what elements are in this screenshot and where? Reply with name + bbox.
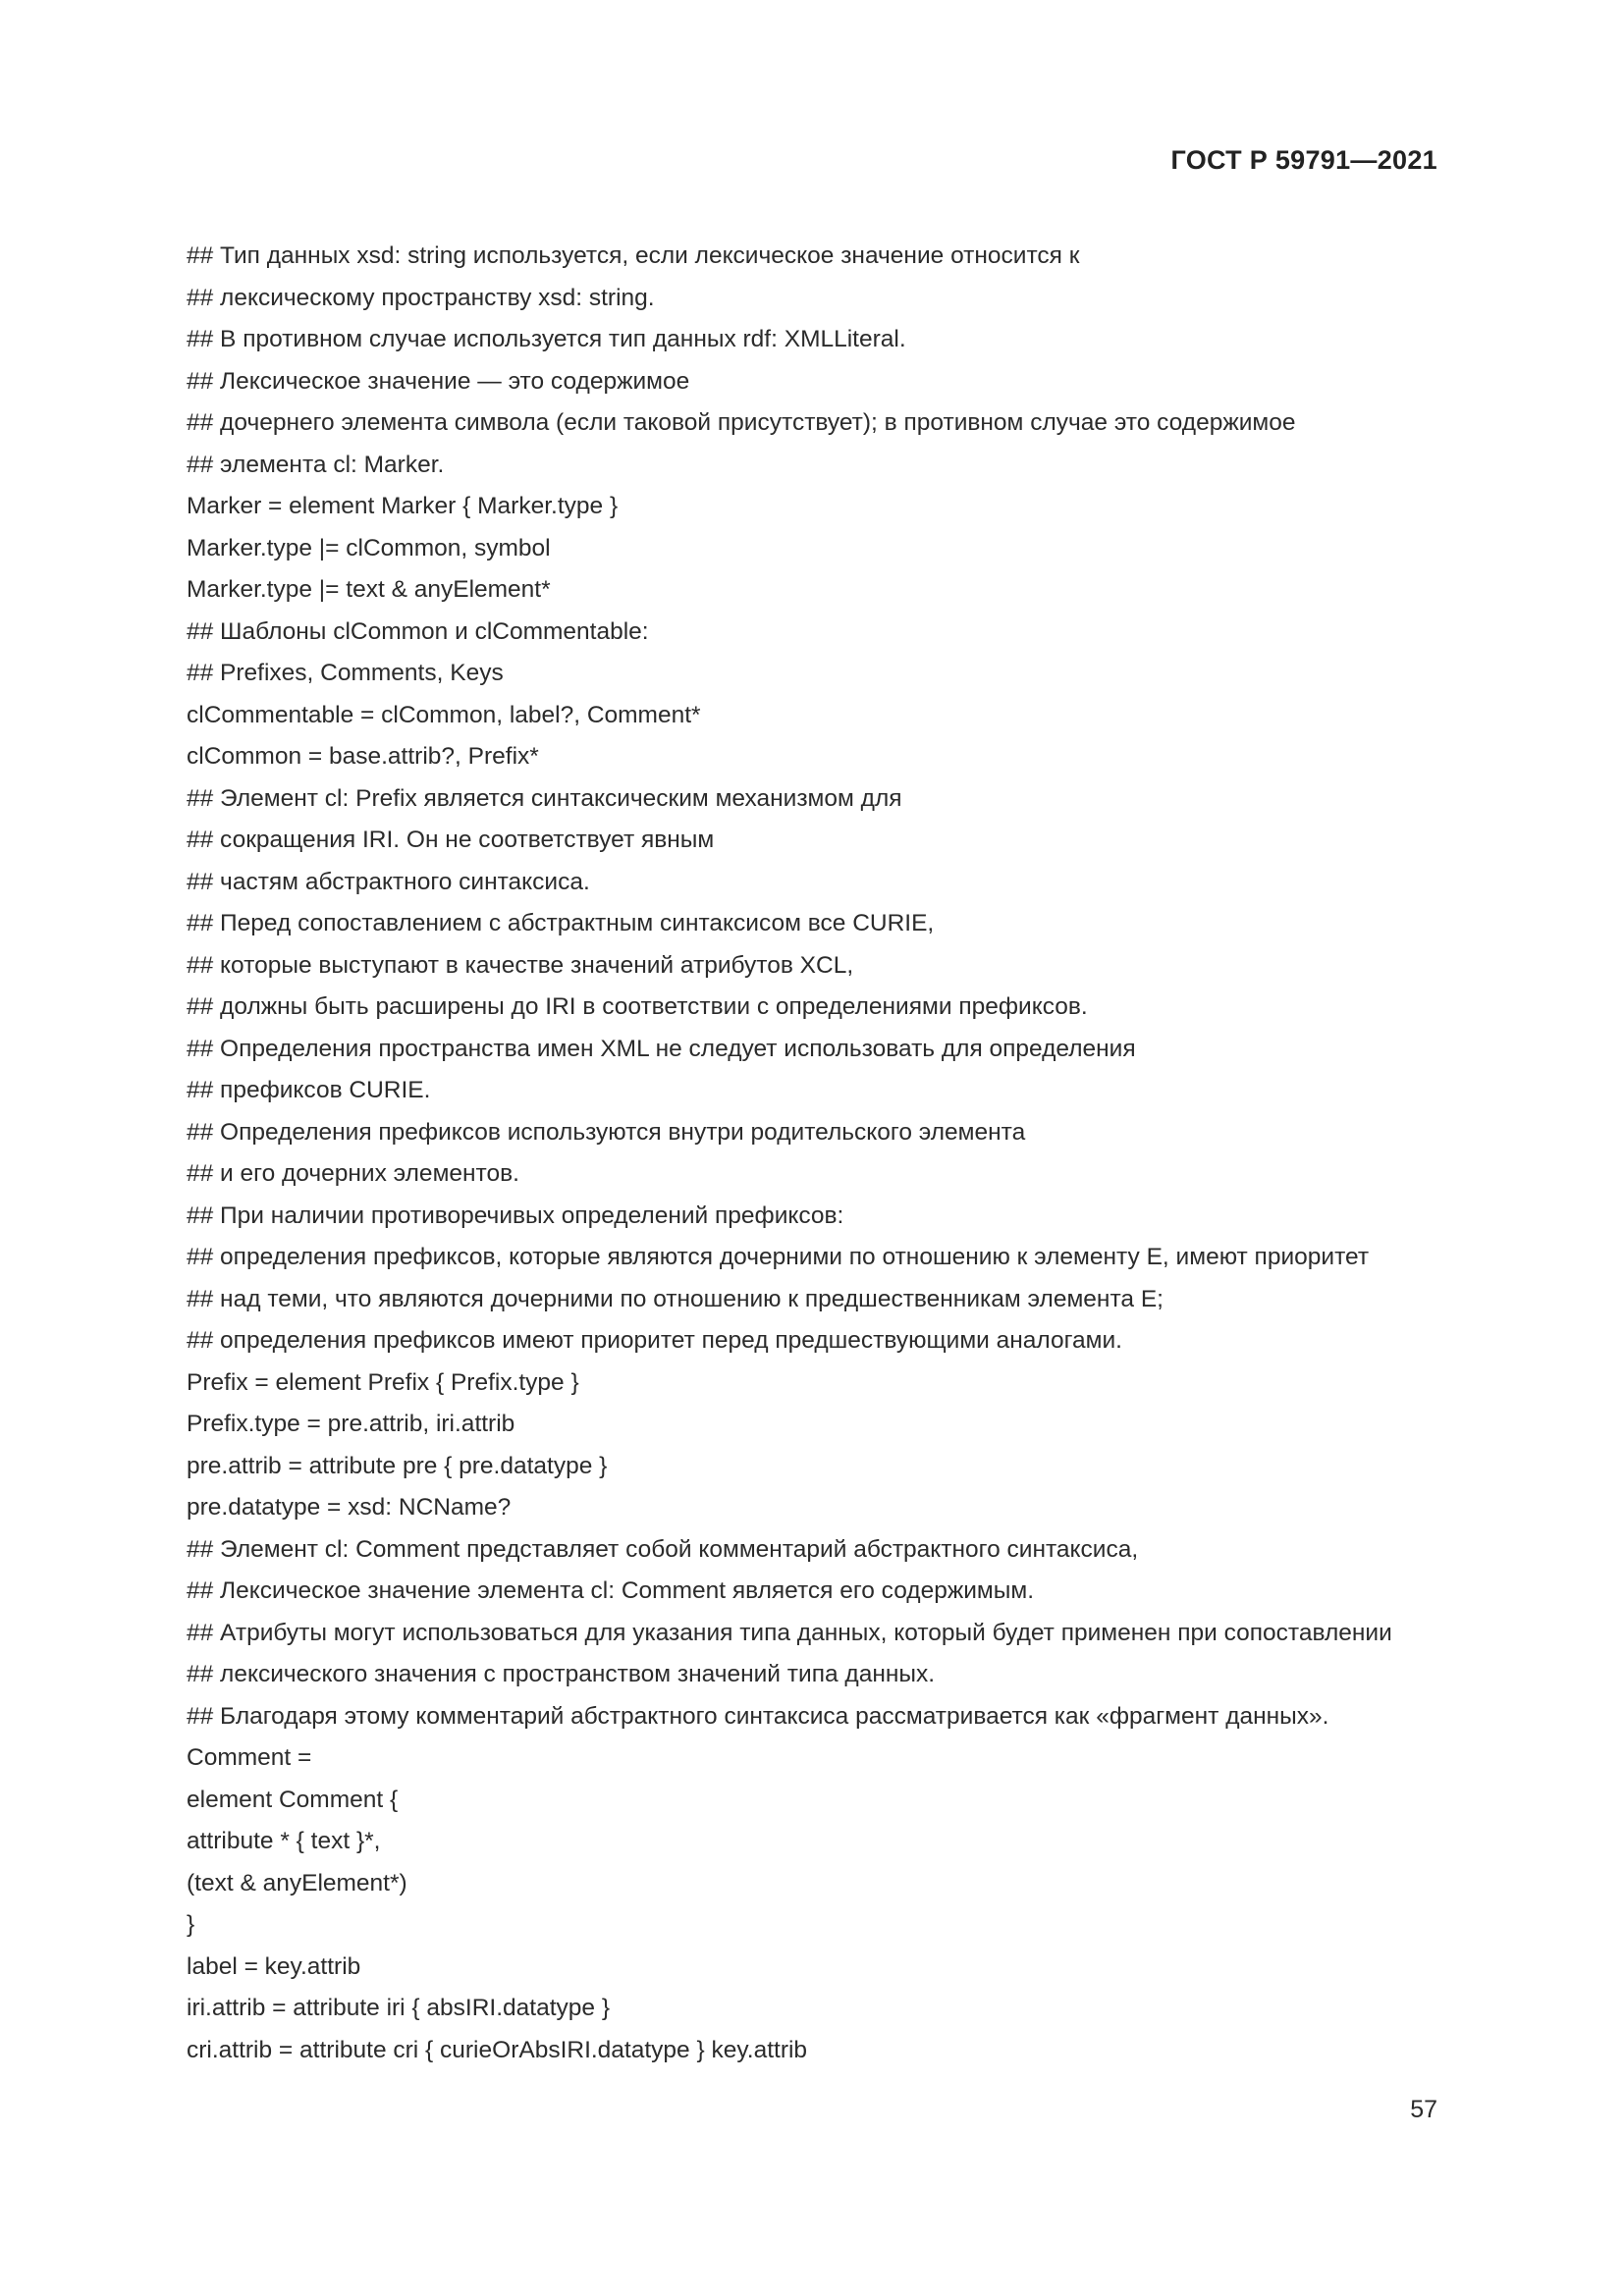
text-line: ## Определения пространства имен XML не следует использовать для определения bbox=[187, 1035, 1136, 1062]
text-line: ## и его дочерних элементов. bbox=[187, 1160, 519, 1187]
text-line: } bbox=[187, 1911, 195, 1938]
document-body bbox=[187, 236, 1453, 2071]
text-line: Comment = bbox=[187, 1744, 312, 1771]
text-line: cri.attrib = attribute cri { curieOrAbsIRI.datatype } key.attrib bbox=[187, 2036, 808, 2063]
text-line: ## должны быть расширены до IRI в соответствии с определениями префиксов. bbox=[187, 993, 1088, 1020]
text-line: ## лексическому пространству xsd: string. bbox=[187, 284, 655, 311]
text-line: Marker.type |= clCommon, symbol bbox=[187, 534, 551, 561]
text-line: ## Элемент cl: Comment представляет собой комментарий абстрактного синтаксиса, bbox=[187, 1535, 1139, 1563]
text-line: ## лексического значения с пространством значений типа данных. bbox=[187, 1661, 936, 1687]
text-line: ## над теми, что являются дочерними по отношению к предшественникам элемента E; bbox=[187, 1285, 1164, 1312]
text-line: ## Prefixes, Comments, Keys bbox=[187, 660, 504, 686]
text-line: ## префиксов CURIE. bbox=[187, 1077, 431, 1103]
text-line: Marker = element Marker { Marker.type } bbox=[187, 493, 619, 519]
text-line: pre.datatype = xsd: NCName? bbox=[187, 1494, 512, 1521]
text-line: ## Элемент cl: Prefix является синтаксическим механизмом для bbox=[187, 784, 902, 812]
text-line: ## Перед сопоставлением с абстрактным синтаксисом все CURIE, bbox=[187, 910, 935, 936]
text-line: ## дочернего элемента символа (если таковой присутствует); в противном случае это содержимое bbox=[187, 409, 1296, 436]
text-line: ## Благодаря этому комментарий абстрактного синтаксиса рассматривается как «фрагмент данных». bbox=[187, 1702, 1329, 1730]
document-header: ГОСТ Р 59791—2021 bbox=[1170, 145, 1437, 175]
text-line: iri.attrib = attribute iri { absIRI.datatype } bbox=[187, 1995, 611, 2021]
text-line: ## частям абстрактного синтаксиса. bbox=[187, 868, 590, 895]
text-line: ## В противном случае используется тип данных rdf: XMLLiteral. bbox=[187, 326, 906, 352]
text-line: attribute * { text }*, bbox=[187, 1828, 381, 1854]
text-line: label = key.attrib bbox=[187, 1952, 361, 1980]
text-line: clCommentable = clCommon, label?, Comment* bbox=[187, 701, 701, 728]
text-line: pre.attrib = attribute pre { pre.datatype } bbox=[187, 1452, 608, 1479]
text-line: ## При наличии противоречивых определений префиксов: bbox=[187, 1201, 844, 1229]
text-line: clCommon = base.attrib?, Prefix* bbox=[187, 743, 539, 770]
text-line: ## Шаблоны clCommon и clCommentable: bbox=[187, 617, 649, 645]
text-line: ## Атрибуты могут использоваться для указания типа данных, который будет применен при сопоставлении bbox=[187, 1619, 1392, 1646]
text-line: ## Тип данных xsd: string используется, если лексическое значение относится к bbox=[187, 242, 1080, 269]
text-line: element Comment { bbox=[187, 1786, 399, 1813]
text-line: ## определения префиксов, которые являются дочерними по отношению к элементу E, имеют приоритет bbox=[187, 1244, 1370, 1270]
text-line: Prefix.type = pre.attrib, iri.attrib bbox=[187, 1411, 515, 1437]
text-line: ## сокращения IRI. Он не соответствует явным bbox=[187, 827, 715, 853]
text-line: ## определения префиксов имеют приоритет перед предшествующими аналогами. bbox=[187, 1327, 1122, 1354]
text-line: Prefix = element Prefix { Prefix.type } bbox=[187, 1368, 579, 1396]
text-line: ## элемента cl: Marker. bbox=[187, 451, 445, 478]
text-line: Marker.type |= text & anyElement* bbox=[187, 576, 551, 603]
text-line: ## которые выступают в качестве значений атрибутов XCL, bbox=[187, 951, 854, 979]
page-number: 57 bbox=[1410, 2096, 1437, 2123]
text-line: ## Определения префиксов используются внутри родительского элемента bbox=[187, 1118, 1026, 1146]
text-line: (text & anyElement*) bbox=[187, 1869, 407, 1896]
text-line: ## Лексическое значение элемента cl: Comment является его содержимым. bbox=[187, 1577, 1035, 1604]
text-line: ## Лексическое значение — это содержимое bbox=[187, 367, 690, 395]
